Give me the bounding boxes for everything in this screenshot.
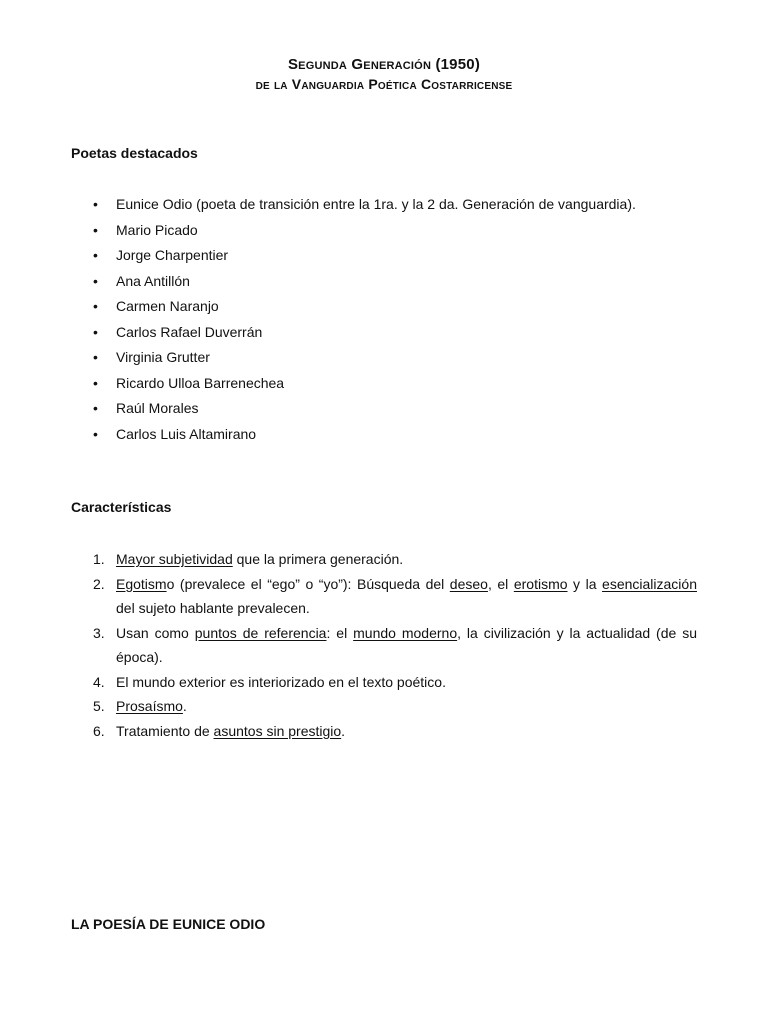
list-item bbox=[0, 374, 768, 400]
item-text: . bbox=[182, 698, 187, 714]
poet-name: Raúl Morales bbox=[116, 400, 199, 416]
poet-name: Mario Picado bbox=[116, 221, 198, 238]
item-text: , el bbox=[487, 575, 514, 592]
list-item bbox=[0, 195, 768, 221]
underlined-term: esencialización bbox=[602, 575, 697, 592]
bullet-icon: • bbox=[93, 400, 98, 416]
item-text: Tratamiento de bbox=[116, 722, 214, 739]
underlined-term: erotismo bbox=[513, 575, 568, 592]
underlined-term: deseo bbox=[449, 575, 488, 592]
bullet-icon: • bbox=[93, 374, 98, 391]
list-item bbox=[0, 425, 768, 451]
item-number: 1. bbox=[93, 551, 105, 567]
list-item bbox=[0, 221, 768, 247]
item-text: . bbox=[341, 722, 346, 739]
item-text: y la bbox=[567, 575, 603, 592]
underlined-term: Prosaísmo bbox=[116, 698, 183, 714]
poets-heading: Poetas destacados bbox=[71, 145, 198, 161]
underlined-term: mundo moderno bbox=[353, 624, 458, 641]
poet-name: Carmen Naranjo bbox=[116, 298, 219, 314]
document-title bbox=[0, 55, 768, 93]
list-item bbox=[0, 272, 768, 298]
item-text: que la primera generación. bbox=[232, 551, 404, 567]
poet-name: Carlos Luis Altamirano bbox=[116, 425, 257, 442]
poet-name: Virginia Grutter bbox=[116, 349, 210, 365]
eunice-odio-heading: LA POESÍA DE EUNICE ODIO bbox=[71, 916, 266, 932]
item-text: o (prevalece el “ego” o “yo”): Búsqueda del bbox=[166, 575, 450, 592]
underlined-term: puntos de referencia bbox=[194, 624, 327, 641]
bullet-icon: • bbox=[93, 196, 98, 212]
item-text: : el bbox=[326, 624, 354, 641]
bullet-icon: • bbox=[93, 221, 98, 238]
item-text: , la civilización y la actualidad (de su época). bbox=[116, 624, 698, 665]
bullet-icon: • bbox=[93, 272, 98, 289]
poet-name: Carlos Rafael Duverrán bbox=[116, 323, 263, 340]
poet-name: Jorge Charpentier bbox=[116, 247, 229, 263]
item-text: El mundo exterior es interiorizado en el texto poético. bbox=[116, 673, 446, 690]
item-number: 5. bbox=[93, 698, 105, 714]
list-item bbox=[0, 719, 768, 744]
item-number: 2. bbox=[93, 575, 105, 592]
characteristics-list bbox=[0, 547, 768, 743]
title-line-1: Segunda Generación (1950) bbox=[287, 56, 481, 73]
list-item bbox=[0, 547, 768, 572]
bullet-icon: • bbox=[93, 323, 98, 340]
characteristics-heading: Características bbox=[71, 499, 172, 515]
title-line-2: de la Vanguardia Poética Costarricense bbox=[255, 76, 513, 92]
list-item bbox=[0, 246, 768, 272]
list-item bbox=[0, 621, 768, 670]
bullet-icon: • bbox=[93, 247, 98, 263]
list-item bbox=[0, 323, 768, 349]
underlined-term: Egotism bbox=[116, 575, 167, 592]
item-number: 4. bbox=[93, 673, 105, 690]
underlined-term: asuntos sin prestigio bbox=[213, 722, 342, 739]
list-item bbox=[0, 670, 768, 695]
item-number: 6. bbox=[93, 722, 105, 739]
bullet-icon: • bbox=[93, 425, 98, 442]
bullet-icon: • bbox=[93, 349, 98, 365]
item-text: Usan como bbox=[116, 624, 195, 641]
item-text: del sujeto hablante prevalecen. bbox=[116, 600, 310, 616]
list-item bbox=[0, 572, 768, 621]
poet-name: Ricardo Ulloa Barrenechea bbox=[116, 374, 285, 391]
underlined-term: Mayor subjetividad bbox=[116, 551, 233, 567]
poet-name: Eunice Odio (poeta de transición entre la 1ra. y la 2 da. Generación de vanguardia). bbox=[116, 196, 636, 212]
poets-list bbox=[0, 195, 768, 450]
poet-name: Ana Antillón bbox=[116, 272, 190, 289]
list-item bbox=[0, 399, 768, 425]
bullet-icon: • bbox=[93, 298, 98, 314]
list-item bbox=[0, 694, 768, 719]
list-item bbox=[0, 297, 768, 323]
item-number: 3. bbox=[93, 624, 105, 641]
list-item bbox=[0, 348, 768, 374]
